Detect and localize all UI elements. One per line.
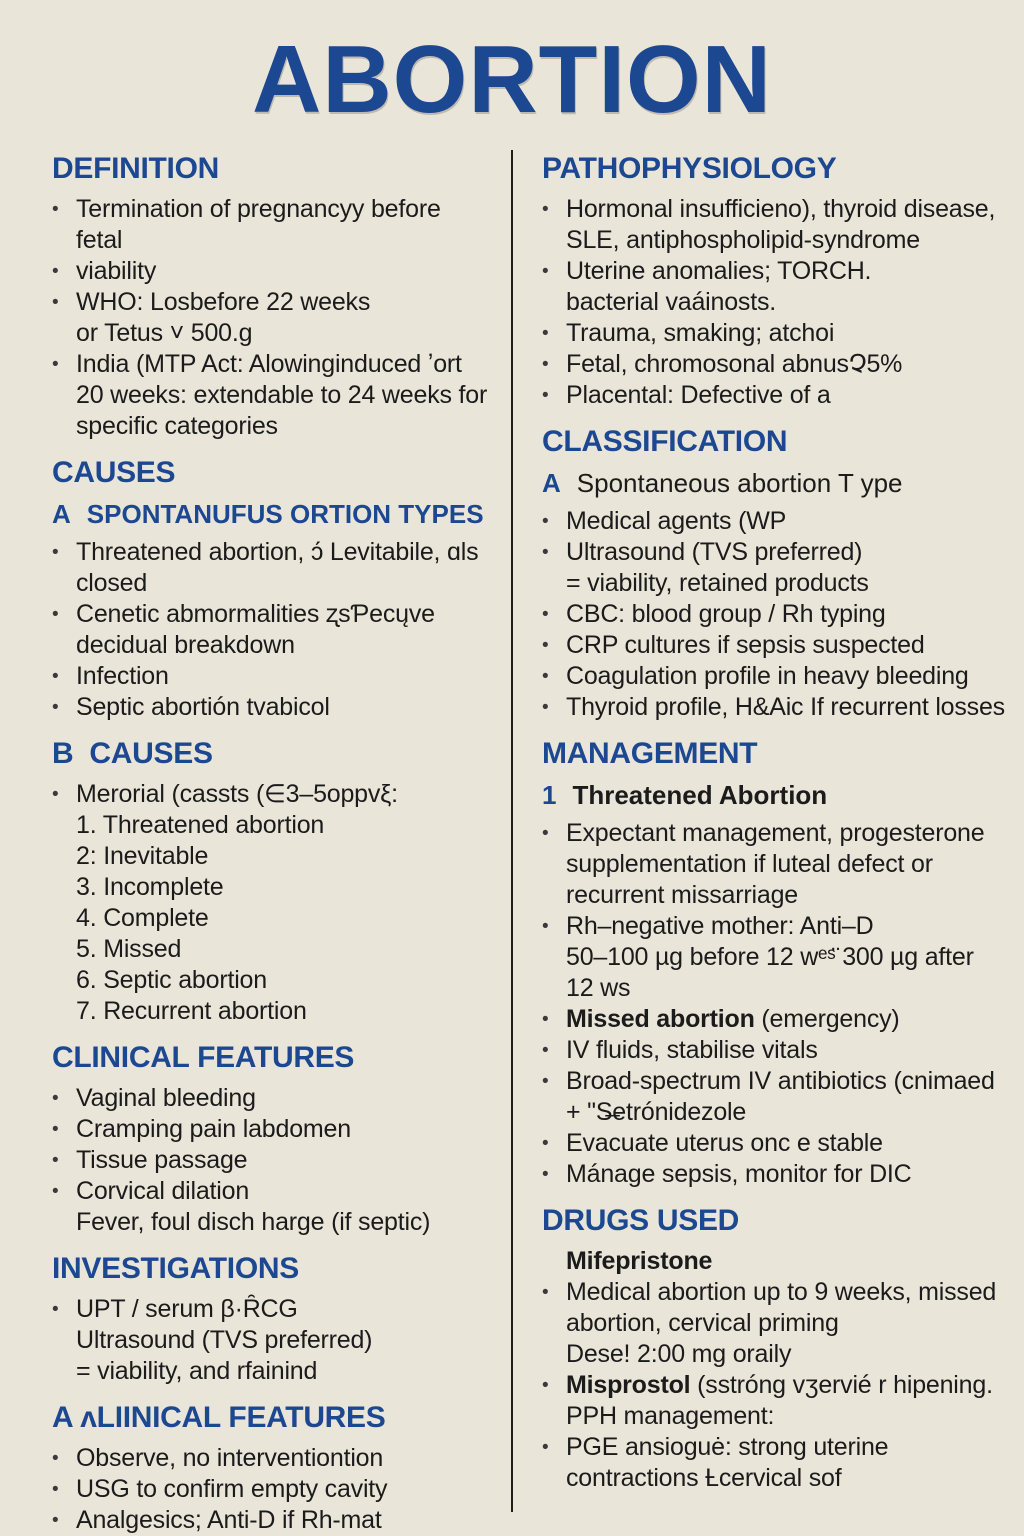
list-item — [542, 1277, 1006, 1370]
item-text: Ultrasound (TVS preferred) = viability, retained products — [566, 538, 869, 597]
section-pathophysiology — [542, 152, 1006, 411]
bullet-dot: • — [52, 542, 59, 563]
list-item — [542, 537, 1006, 599]
section-heading: INVESTIGATIONS — [52, 1252, 299, 1285]
bullet-dot: • — [52, 1479, 59, 1500]
list-item — [542, 506, 1006, 537]
list-item — [542, 818, 1006, 911]
bullet-dot: • — [542, 1282, 549, 1303]
bullet-dot: • — [542, 1071, 549, 1092]
bullet-dot: • — [542, 354, 549, 375]
item-text: Termination of pregnancyy before fetal — [76, 195, 441, 254]
section-subheading — [542, 467, 1006, 500]
list-item — [542, 318, 1006, 349]
bullet-dot: • — [542, 1375, 549, 1396]
item-text: Expectant management, progesterone supplementation if luteal defect or recurrent missarriage — [566, 819, 985, 909]
item-text: 3. Incomplete — [76, 873, 224, 901]
list-item — [52, 965, 492, 996]
item-text: Mánage sepsis, monitor for DIC — [566, 1160, 912, 1188]
item-text: Misprostol (sstróng vʒervié r hipening. PPH management: — [566, 1371, 993, 1430]
subheading-prefix: A — [52, 499, 71, 529]
bullet-dot: • — [542, 261, 549, 282]
list-item — [52, 1505, 492, 1536]
list-item — [52, 1145, 492, 1176]
bullet-dot: • — [542, 1133, 549, 1154]
list-item — [542, 1128, 1006, 1159]
item-text: IV fluids, stabilise vitals — [566, 1036, 818, 1064]
list-item — [52, 810, 492, 841]
list-item — [542, 661, 1006, 692]
item-text: Placental: Defective of a — [566, 381, 831, 409]
item-text: Analgesics; Anti-D if Rh-mat — [76, 1506, 382, 1534]
bullet-dot: • — [542, 823, 549, 844]
item-text: viability — [76, 257, 157, 285]
section-heading: DEFINITION — [52, 152, 219, 185]
section-heading: PATHOPHYSIOLOGY — [542, 152, 837, 185]
section-management — [542, 737, 1006, 1190]
item-text: Medical abortion up to 9 weeks, missed abortion, cervical priming Dese! 2:00 mg oraily — [566, 1278, 997, 1368]
subheading-prefix: A — [542, 468, 561, 498]
list-item — [542, 1035, 1006, 1066]
list-item — [52, 349, 492, 442]
bullet-dot: • — [542, 697, 549, 718]
column-left — [0, 152, 512, 1536]
bullet-dot: • — [542, 323, 549, 344]
list-item — [52, 599, 492, 661]
item-text: CRP cultures if sepsis suspected — [566, 631, 925, 659]
section-clinical-features — [52, 1041, 492, 1238]
item-text: Observe, no interventiontion — [76, 1444, 384, 1472]
list-item — [52, 779, 492, 810]
bullet-dot: • — [542, 1437, 549, 1458]
column-divider — [511, 150, 513, 1512]
bullet-dot: • — [52, 1299, 59, 1320]
bullet-dot: • — [542, 635, 549, 656]
bullet-dot: • — [542, 199, 549, 220]
item-text: Threatened abortion, ɔ́ Levitabile, ɑls closed — [76, 538, 479, 597]
list-item — [52, 934, 492, 965]
bullet-dot: • — [52, 354, 59, 375]
bullet-dot: • — [52, 666, 59, 687]
bullet-dot: • — [52, 1150, 59, 1171]
list-item — [542, 1004, 1006, 1035]
subheading-text: SPONTANUFUS ORTION TYPES — [86, 499, 484, 529]
list-item — [542, 911, 1006, 1004]
list-item — [52, 692, 492, 723]
item-text: Septic abortión tvabicol — [76, 693, 330, 721]
item-text: WHO: Losbefore 22 weeks or Tetus ˅ 500.g — [76, 288, 371, 347]
list-item — [542, 1432, 1006, 1494]
section-definition — [52, 152, 492, 442]
item-text: Hormonal insufficieno), thyroid disease, SLE, antiphospholipid-syndrome — [566, 195, 996, 254]
column-right — [512, 152, 1024, 1536]
item-text: Missed abortion (emergency) — [566, 1005, 900, 1033]
item-text: Uterine anomalies; TORCH. bacterial vaáinosts. — [566, 257, 872, 316]
section-heading: MANAGEMENT — [542, 737, 758, 770]
bullet-dot: • — [542, 385, 549, 406]
list-item — [542, 599, 1006, 630]
list-item — [542, 1159, 1006, 1190]
list-item — [52, 1294, 492, 1387]
bullet-dot: • — [52, 1181, 59, 1202]
list-item — [542, 692, 1006, 723]
item-text: Broad-spectrum IV antibiotics (cnimaed + "S̶etrónidezole — [566, 1067, 995, 1126]
bullet-dot: • — [52, 199, 59, 220]
section-heading: A ʌLIINICAL FEATURES — [52, 1401, 386, 1434]
list-item — [52, 872, 492, 903]
list-item — [542, 349, 1006, 380]
section-heading: CAUSES — [52, 456, 176, 489]
section-heading: B CAUSES — [52, 737, 213, 770]
bullet-dot: • — [542, 1040, 549, 1061]
item-text: Vaginal bleeding — [76, 1084, 256, 1112]
bullet-dot: • — [52, 784, 59, 805]
list-item — [52, 841, 492, 872]
subheading-text: Threatened Abortion — [572, 780, 828, 810]
list-item — [542, 194, 1006, 256]
list-item — [52, 661, 492, 692]
item-text: USG to confirm empty cavity — [76, 1475, 388, 1503]
list-item — [542, 256, 1006, 318]
bullet-dot: • — [542, 1009, 549, 1030]
item-text: Coagulation profile in heavy bleeding — [566, 662, 969, 690]
list-item — [52, 1443, 492, 1474]
section-heading: DRUGS USED — [542, 1204, 740, 1237]
item-text: 2: Inevitable — [76, 842, 209, 870]
list-item — [52, 287, 492, 349]
list-item — [542, 1246, 1006, 1277]
section-causes — [52, 456, 492, 723]
section-classification — [542, 425, 1006, 723]
page-title: ABORTION — [252, 26, 772, 133]
item-text: Tissue passage — [76, 1146, 248, 1174]
list-item — [542, 630, 1006, 661]
bullet-dot: • — [52, 1119, 59, 1140]
item-text: Infection — [76, 662, 169, 690]
item-bold-text: Missed abortion — [566, 1005, 755, 1033]
item-text: Trauma, smaking; atchoi — [566, 319, 835, 347]
item-text: 5. Missed — [76, 935, 182, 963]
item-text: Medical agents (WP — [566, 507, 787, 535]
item-text: 6. Septic abortion — [76, 966, 267, 994]
list-item — [52, 1176, 492, 1238]
list-item — [52, 194, 492, 256]
item-text: 4. Complete — [76, 904, 209, 932]
item-text: UPT / serum β·ȒCG Ultrasound (TVS preferred) = viability, and rfainind — [76, 1295, 373, 1385]
list-item — [52, 1474, 492, 1505]
bullet-dot: • — [542, 511, 549, 532]
subheading-text: Spontaneous abortion T ype — [576, 468, 903, 498]
section-subheading — [542, 779, 1006, 812]
bullet-dot: • — [52, 1510, 59, 1531]
subheading-prefix: 1 — [542, 780, 557, 810]
section-subheading — [52, 498, 492, 531]
bullet-dot: • — [542, 916, 549, 937]
list-item — [52, 256, 492, 287]
item-text: Rh–negative mother: Anti–D 50–100 µg before 12 wᵉˢ̈ 300 µg after 12 ws — [566, 912, 974, 1002]
section-heading: CLASSIFICATION — [542, 425, 788, 458]
bullet-dot: • — [52, 1088, 59, 1109]
list-item — [52, 903, 492, 934]
list-item — [542, 1370, 1006, 1432]
bullet-dot: • — [542, 542, 549, 563]
item-bold-text: Misprostol — [566, 1371, 691, 1399]
bullet-dot: • — [52, 1448, 59, 1469]
item-text: 7. Recurrent abortion — [76, 997, 307, 1025]
section-b-causes — [52, 737, 492, 1027]
list-item — [52, 1083, 492, 1114]
list-item — [542, 1066, 1006, 1128]
bullet-dot: • — [52, 261, 59, 282]
item-text: 1. Threatened abortion — [76, 811, 325, 839]
item-bold-text: Mifepristone — [566, 1247, 713, 1275]
section-a-liinical-features — [52, 1401, 492, 1536]
item-text: Fetal, chromosonal abnusՉ5% — [566, 350, 903, 378]
item-text: CBC: blood group / Rh typing — [566, 600, 886, 628]
list-item — [52, 1114, 492, 1145]
section-investigations — [52, 1252, 492, 1387]
item-text: India (MTP Act: Alowinginduced ʼort 20 weeks: extendable to 24 weeks for specific categories — [76, 350, 488, 440]
bullet-dot: • — [52, 292, 59, 313]
bullet-dot: • — [542, 666, 549, 687]
item-text: Thyroid profile, H&Aic If recurrent losses — [566, 693, 1005, 721]
item-text: PGE ansioguė: strong uterine contractions Ƚcervical sof — [566, 1433, 889, 1492]
item-text — [566, 1246, 712, 1277]
item-text: Cramping pain labdomen — [76, 1115, 351, 1143]
bullet-dot: • — [542, 1164, 549, 1185]
bullet-dot: • — [52, 604, 59, 625]
item-text: Cenetic abmormalities ʐsƤecųve decidual breakdown — [76, 600, 435, 659]
list-item — [52, 996, 492, 1027]
section-drugs-used — [542, 1204, 1006, 1494]
bullet-dot: • — [52, 697, 59, 718]
section-heading: CLINICAL FEATURES — [52, 1041, 355, 1074]
list-item — [52, 537, 492, 599]
list-item — [542, 380, 1006, 411]
item-text: Corvical dilation Fever, foul disch harge (if septic) — [76, 1177, 431, 1236]
item-text: Merorial (cassts (∈3–5oppvξ: — [76, 780, 398, 808]
item-text: Evacuate uterus onc e stable — [566, 1129, 883, 1157]
bullet-dot: • — [542, 604, 549, 625]
